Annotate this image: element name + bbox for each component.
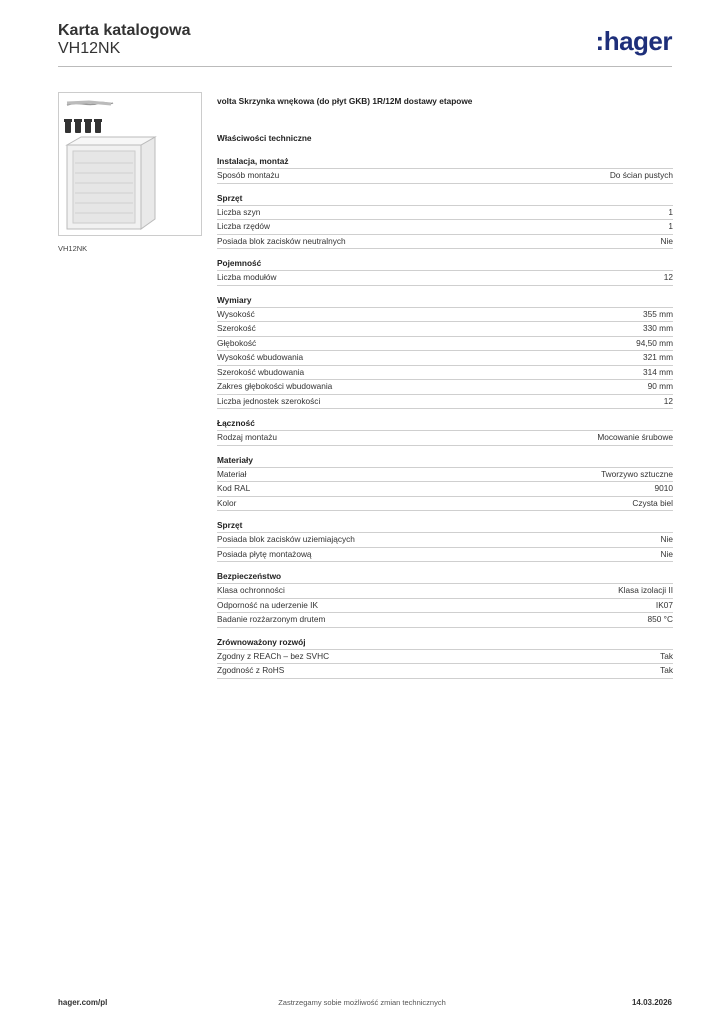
spec-label: Głębokość: [217, 337, 257, 348]
spec-value: Nie: [660, 534, 673, 544]
footer-disclaimer: Zastrzegamy sobie możliwość zmian technicznych: [278, 998, 446, 1007]
spec-row: [217, 532, 673, 547]
spec-rows: [217, 430, 673, 446]
spec-group: [217, 454, 673, 512]
hager-logo: :hager: [595, 26, 672, 56]
spec-value: IK07: [655, 599, 673, 610]
spec-row: [217, 649, 673, 664]
product-image: [58, 92, 202, 236]
spec-value: 94,50 mm: [636, 337, 673, 348]
spec-value: 330 mm: [643, 323, 673, 333]
spec-group: [217, 155, 673, 184]
spec-label: Liczba rzędów: [217, 221, 271, 231]
spec-row: [217, 481, 673, 496]
spec-row: [217, 205, 673, 220]
spec-label: Klasa ochronności: [217, 585, 285, 595]
spec-groups: [217, 155, 673, 679]
spec-rows: [217, 583, 673, 628]
spec-value: Do ścian pustych: [609, 170, 673, 180]
spec-group: [217, 570, 673, 628]
product-code: VH12NK: [58, 40, 121, 57]
spec-rows: [217, 467, 673, 512]
spec-value: Tak: [660, 650, 673, 661]
spec-row: [217, 612, 673, 628]
spec-label: Liczba modułów: [217, 272, 277, 282]
spec-label: Kolor: [217, 497, 237, 508]
spec-label: Liczba jednostek szerokości: [217, 395, 321, 406]
spec-label: Odporność na uderzenie IK: [217, 599, 319, 610]
spec-value: 1: [668, 206, 673, 217]
spec-group: [217, 257, 673, 286]
spec-value: 12: [663, 272, 673, 282]
spec-value: Nie: [660, 235, 673, 246]
spec-row: [217, 336, 673, 351]
spec-group-title: Wymiary: [217, 294, 252, 305]
spec-value: Mocowanie śrubowe: [597, 432, 673, 442]
spec-group: [217, 192, 673, 250]
header-divider: [58, 66, 672, 67]
spec-group-title: Pojemność: [217, 258, 262, 268]
spec-label: Wysokość wbudowania: [217, 352, 304, 362]
spec-value: 850 °C: [647, 614, 673, 624]
spec-value: Nie: [660, 548, 673, 559]
spec-value: Klasa izolacji II: [618, 585, 673, 595]
spec-row: [217, 379, 673, 394]
spec-rows: [217, 649, 673, 679]
document-title: Karta katalogowa: [58, 22, 191, 39]
spec-content: [217, 96, 673, 687]
spec-row: [217, 350, 673, 365]
spec-group-title: Łączność: [217, 418, 255, 428]
spec-value: 12: [663, 395, 673, 406]
spec-label: Sposób montażu: [217, 170, 280, 180]
spec-rows: [217, 270, 673, 286]
spec-group-title: Bezpieczeństwo: [217, 571, 282, 581]
spec-row: [217, 321, 673, 336]
spec-label: Zgodny z REACh – bez SVHC: [217, 650, 330, 661]
spec-label: Kod RAL: [217, 483, 251, 493]
spec-group-title: Instalacja, montaż: [217, 156, 289, 166]
footer-website[interactable]: hager.com/pl: [58, 998, 108, 1007]
spec-group: [217, 417, 673, 446]
product-title: volta Skrzynka wnękowa (do płyt GKB) 1R/12M dostawy etapowe: [217, 96, 473, 106]
spec-label: Rodzaj montażu: [217, 432, 277, 442]
spec-row: [217, 270, 673, 286]
spec-rows: [217, 532, 673, 562]
spec-label: Posiada płytę montażową: [217, 548, 312, 559]
spec-value: 314 mm: [643, 366, 673, 377]
product-picture: [59, 93, 201, 235]
spec-label: Szerokość: [217, 323, 256, 333]
spec-rows: [217, 205, 673, 250]
spec-row: [217, 663, 673, 679]
spec-rows: [217, 168, 673, 184]
spec-value: 9010: [654, 483, 673, 493]
spec-label: Badanie rozżarzonym drutem: [217, 614, 326, 624]
spec-value: 90 mm: [647, 381, 673, 391]
spec-label: Zgodność z RoHS: [217, 665, 285, 675]
spec-value: Tworzywo sztuczne: [601, 468, 673, 479]
spec-row: [217, 394, 673, 410]
spec-label: Wysokość: [217, 308, 255, 319]
spec-label: Liczba szyn: [217, 206, 261, 217]
spec-value: Czysta biel: [632, 497, 673, 508]
spec-row: [217, 496, 673, 512]
spec-value: 355 mm: [643, 308, 673, 319]
spec-group: [217, 519, 673, 562]
spec-group-title: Sprzęt: [217, 192, 243, 203]
image-caption: VH12NK: [58, 244, 88, 253]
spec-row: [217, 234, 673, 250]
spec-label: Zakres głębokości wbudowania: [217, 381, 333, 391]
spec-group-title: Materiały: [217, 454, 253, 465]
spec-value: 1: [668, 221, 673, 231]
spec-row: [217, 430, 673, 446]
spec-group-title: Zrównoważony rozwój: [217, 636, 306, 647]
spec-label: Posiada blok zacisków neutralnych: [217, 235, 346, 246]
spec-value: Tak: [660, 665, 673, 675]
spec-label: Materiał: [217, 468, 247, 479]
spec-row: [217, 307, 673, 322]
spec-row: [217, 219, 673, 234]
spec-label: Posiada blok zacisków uziemiających: [217, 534, 355, 544]
footer-date: 14.03.2026: [631, 998, 672, 1007]
spec-group: [217, 636, 673, 679]
spec-value: 321 mm: [643, 352, 673, 362]
spec-group-title: Sprzęt: [217, 520, 243, 530]
properties-heading: Właściwości techniczne: [217, 133, 312, 143]
spec-group: [217, 294, 673, 410]
spec-row: [217, 598, 673, 613]
spec-rows: [217, 307, 673, 410]
spec-row: [217, 365, 673, 380]
spec-row: [217, 168, 673, 184]
spec-row: [217, 583, 673, 598]
spec-label: Szerokość wbudowania: [217, 366, 305, 377]
spec-row: [217, 467, 673, 482]
spec-row: [217, 547, 673, 563]
